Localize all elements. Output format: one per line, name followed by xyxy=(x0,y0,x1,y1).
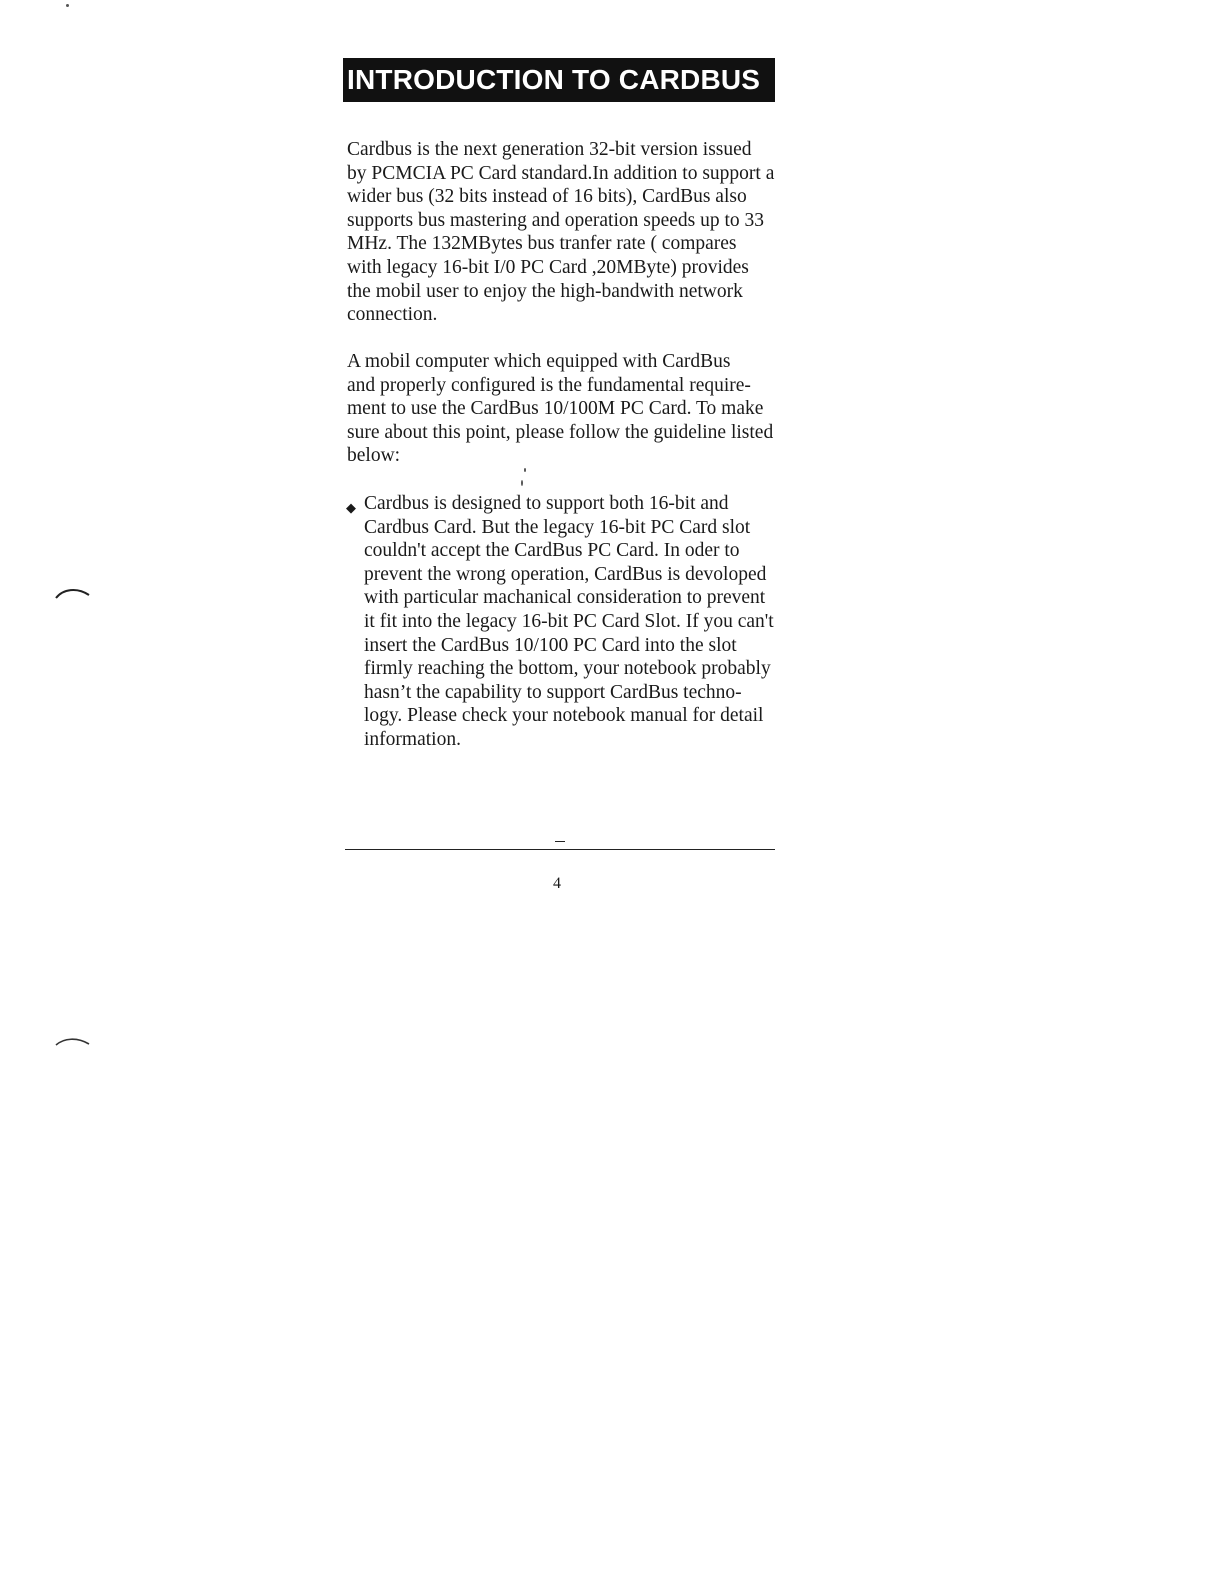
page-title: INTRODUCTION TO CARDBUS xyxy=(343,58,775,102)
text-line: by PCMCIA PC Card standard.In addition to support a xyxy=(347,162,775,184)
text-line: information. xyxy=(364,728,461,750)
scan-speck xyxy=(524,468,526,472)
page-number: 4 xyxy=(553,875,561,892)
text-line: connection. xyxy=(347,304,438,326)
text-line: firmly reaching the bottom, your notebook probably xyxy=(364,658,771,680)
text-line: couldn't accept the CardBus PC Card. In oder to xyxy=(364,540,740,562)
text-line: below: xyxy=(347,445,401,467)
text-line: with particular machanical consideration to prevent xyxy=(364,587,766,609)
footer-divider xyxy=(345,849,775,850)
text-line: sure about this point, please follow the guideline listed xyxy=(347,421,774,443)
text-line: with legacy 16-bit I/0 PC Card ,20MByte) provides xyxy=(347,256,749,278)
binder-mark-icon xyxy=(55,586,91,600)
text-line: the mobil user to enjoy the high-bandwith network xyxy=(347,280,743,302)
text-line: wider bus (32 bits instead of 16 bits), CardBus also xyxy=(347,186,747,208)
scan-speck xyxy=(521,480,523,486)
text-line: MHz. The 132MBytes bus tranfer rate ( compares xyxy=(347,233,737,255)
intro-paragraph xyxy=(347,138,774,327)
text-line: Cardbus Card. But the legacy 16-bit PC Card slot xyxy=(364,516,751,538)
text-line: ment to use the CardBus 10/100M PC Card. To make xyxy=(347,398,764,420)
diamond-bullet-icon: ◆ xyxy=(346,500,356,515)
text-line: Cardbus is the next generation 32-bit version issued xyxy=(347,139,752,160)
text-line: Cardbus is designed to support both 16-bit and xyxy=(364,493,729,514)
binder-mark-icon xyxy=(55,1034,91,1048)
text-line: and properly configured is the fundamental require- xyxy=(347,374,751,396)
text-line: prevent the wrong operation, CardBus is devoloped xyxy=(364,563,767,585)
bullet-item xyxy=(364,492,774,752)
footer-dash xyxy=(555,841,565,842)
scan-speck xyxy=(66,4,69,7)
text-line: insert the CardBus 10/100 PC Card into the slot xyxy=(364,634,737,656)
requirement-paragraph xyxy=(347,350,773,468)
text-line: hasn’t the capability to support CardBus techno- xyxy=(364,681,742,703)
text-line: A mobil computer which equipped with CardBus xyxy=(347,351,731,372)
text-line: it fit into the legacy 16-bit PC Card Slot. If you can't xyxy=(364,610,774,632)
text-line: supports bus mastering and operation speeds up to 33 xyxy=(347,209,765,231)
text-line: logy. Please check your notebook manual for detail xyxy=(364,705,764,727)
